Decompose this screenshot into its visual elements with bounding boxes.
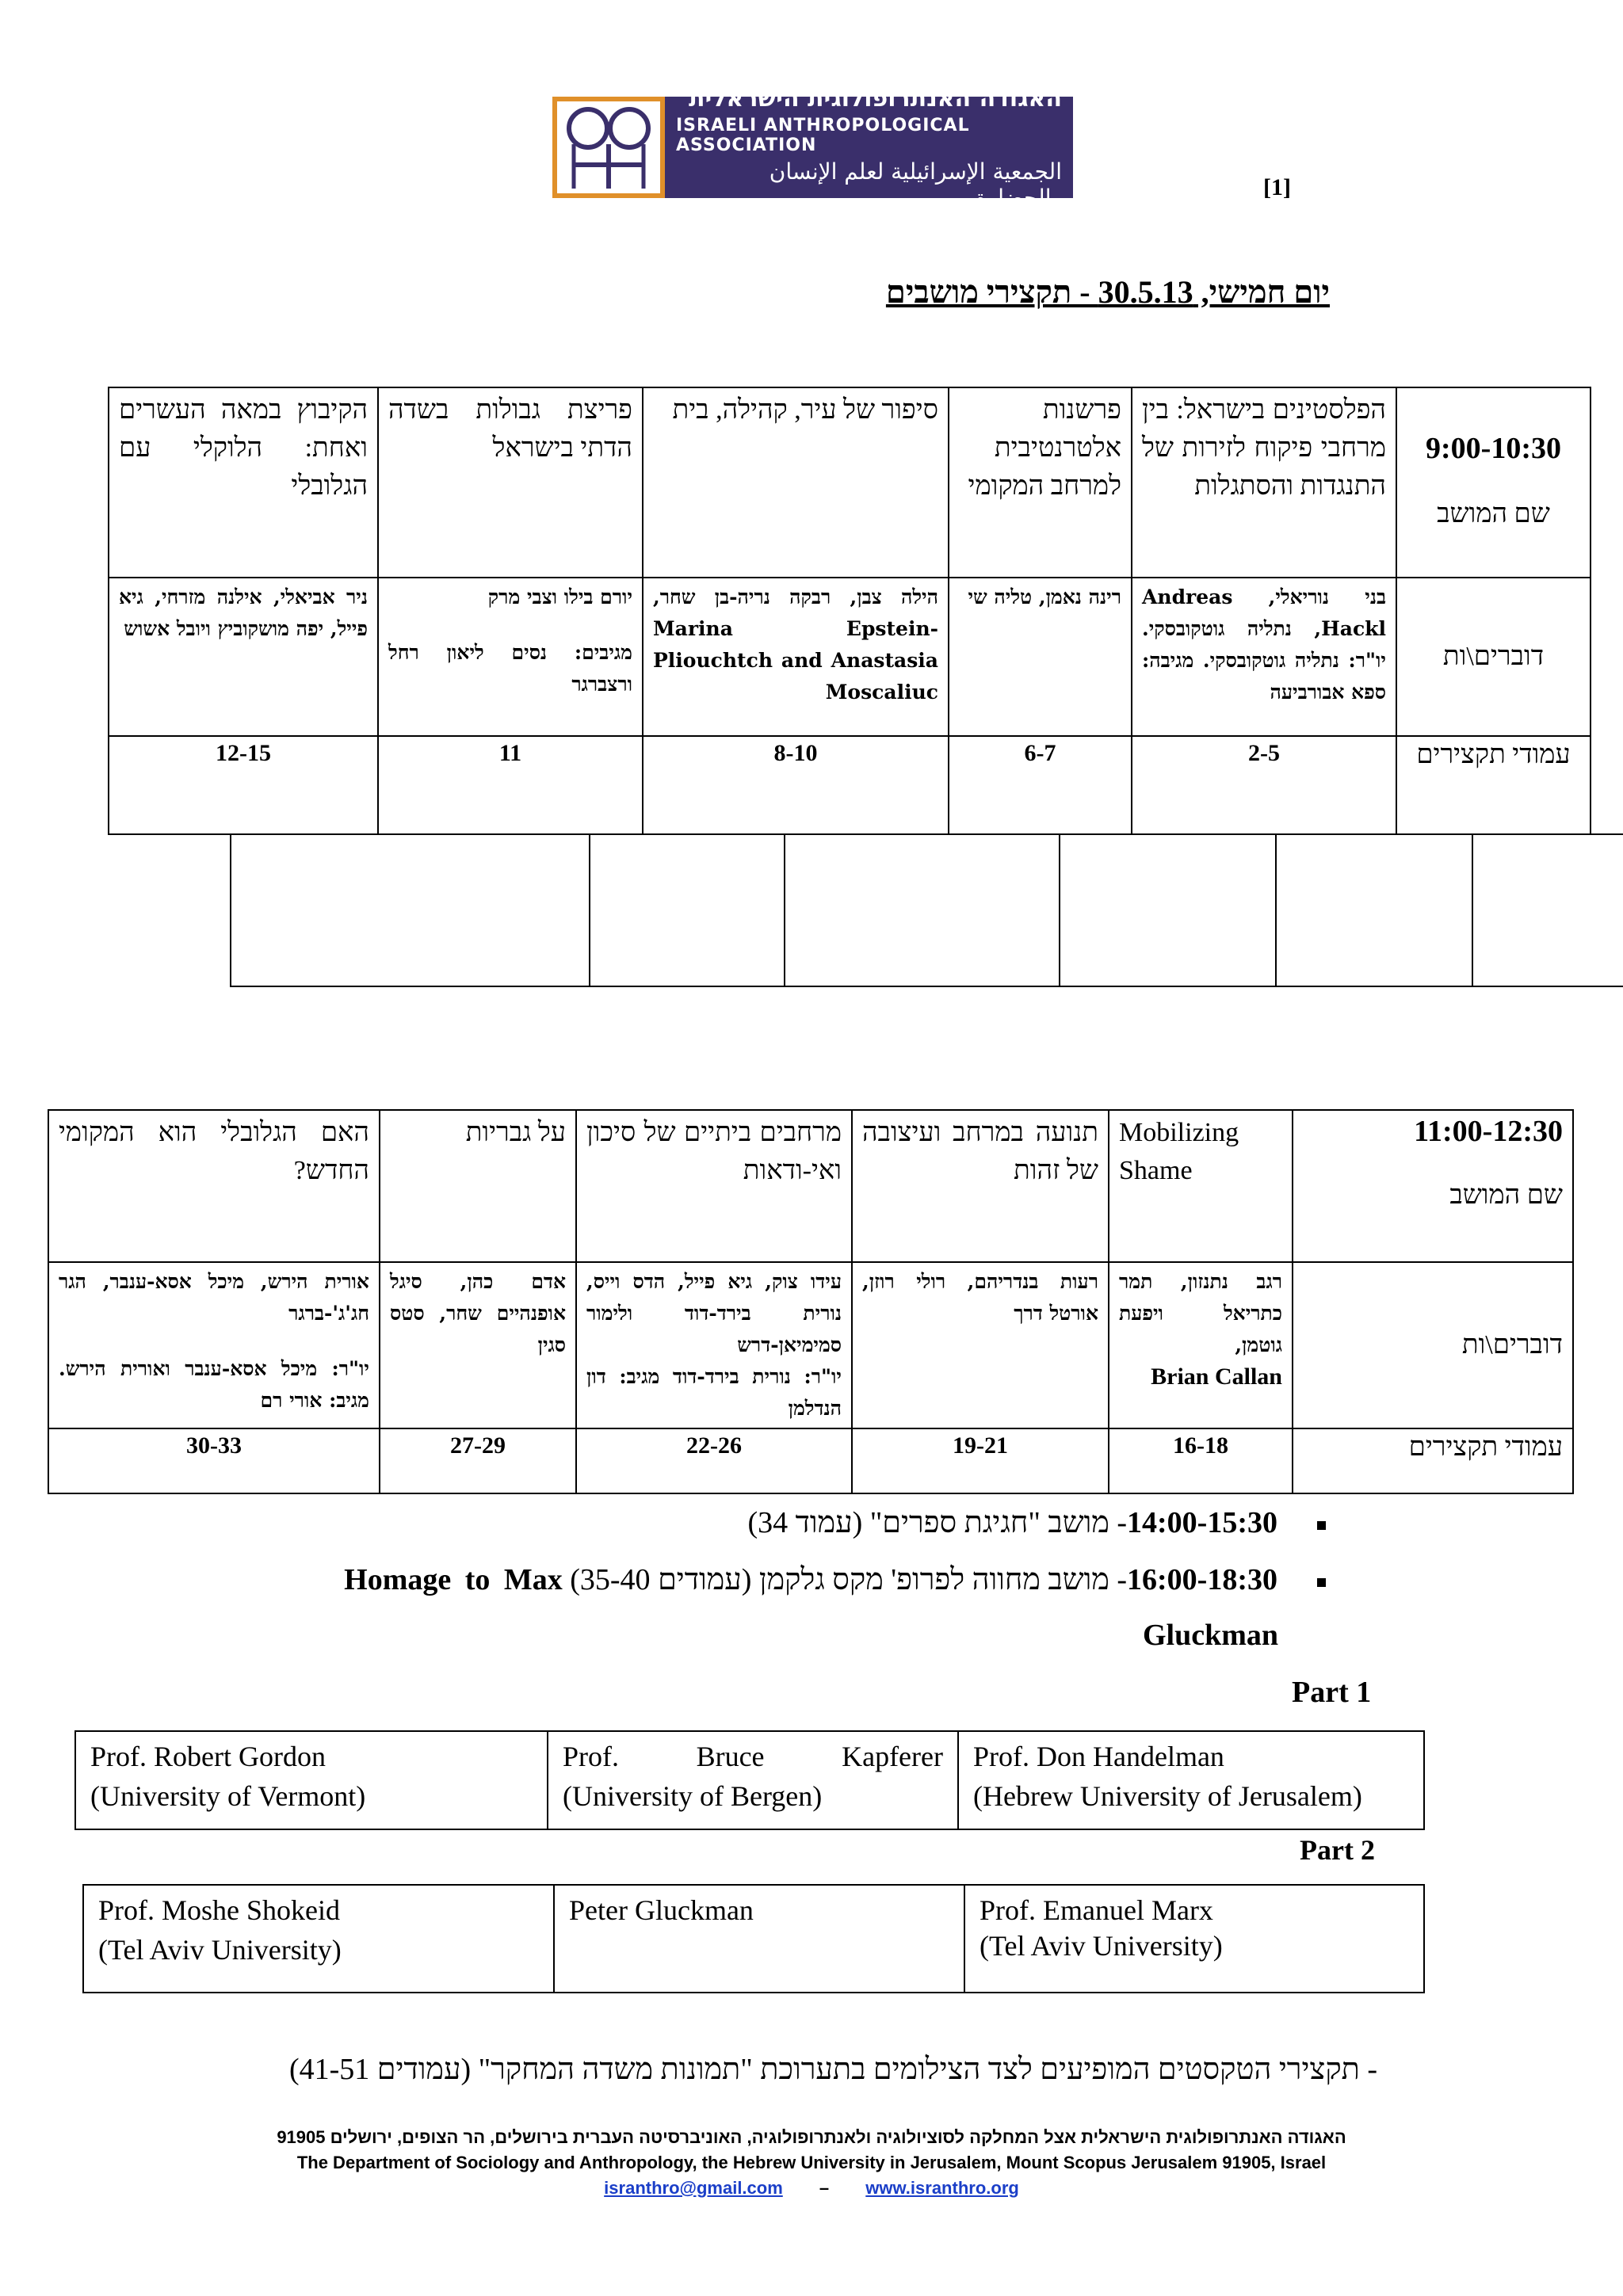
- session-speakers: בני נוריאלי, Andreas Hackl, נתליה גוטקובסקי. יו"ר: נתליה גוטקובסקי. מגיבה: ספא אבורביעה: [1132, 578, 1396, 736]
- pages-label: עמודי תקצירים: [1396, 736, 1591, 834]
- bullet-english-b: Gluckman: [1142, 1619, 1278, 1652]
- session-title: פריצת גבולות בשדה הדתי בישראל: [378, 387, 643, 578]
- panelist-cell: [958, 1731, 1424, 1829]
- panelist-affiliation: (Hebrew University of Jerusalem): [973, 1780, 1362, 1812]
- session-pages: 12-15: [109, 736, 378, 834]
- session-title: סיפור של עיר, קהילה, בית: [643, 387, 949, 578]
- panelist-name: Prof. Bruce Kapferer: [563, 1741, 943, 1772]
- session-speakers: [576, 1262, 852, 1428]
- panelist-name: Prof. Emanuel Marx: [980, 1894, 1213, 1926]
- session-speakers-main: יורם בילו וצבי מרק: [487, 585, 632, 608]
- session-pages: 2-5: [1132, 736, 1396, 834]
- session-speakers-main: רגב נתנזון, תמר כתריאל ויפעת גוטמן,: [1119, 1270, 1282, 1356]
- bullet-english-a: Homage to Max: [344, 1563, 563, 1596]
- session-speakers: [378, 578, 643, 736]
- part2-label: Part 2: [1300, 1834, 1375, 1866]
- session-title: הפלסטינים בישראל: בין מרחבי פיקוח לזירות של התנגדות והסתגלות: [1132, 387, 1396, 578]
- footer-address-english: The Department of Sociology and Anthropology, the Hebrew University in Jerusalem, Mount Scopus Jerusalem 91905, Israel: [296, 2153, 1327, 2172]
- exhibition-note: - תקצירי הטקסטים המופיעים לצד הצילומים בתערוכת "תמונות משדה המחקר" (עמודים 41-51): [288, 2053, 1377, 2086]
- session-pages: 8-10: [643, 736, 949, 834]
- panelist-affiliation: (University of Bergen): [563, 1780, 823, 1812]
- empty-cell: [231, 834, 590, 986]
- empty-cell: [590, 834, 785, 986]
- panelist-affiliation: (Tel Aviv University): [980, 1930, 1223, 1962]
- bullet-text: - מושב "חגיגת ספרים" (עמוד 34): [747, 1506, 1128, 1539]
- session-name-label: שם המושב: [1449, 1180, 1563, 1210]
- session-pages: 30-33: [48, 1428, 380, 1493]
- bullet-text: - מושב מחווה לפרופ' מקס גלקמן (עמודים 35-40): [570, 1563, 1128, 1596]
- logo-emblem-icon: [552, 97, 665, 198]
- session-time: 11:00-12:30: [1414, 1115, 1563, 1148]
- empty-cell: [785, 834, 1060, 986]
- session-time: 9:00-10:30: [1426, 432, 1561, 465]
- session-speakers: רינה נאמן, טליה שי: [949, 578, 1132, 736]
- bullet-item: [747, 1505, 1326, 1540]
- session-speakers: אדם כהן, סיגל אופנהיים שחר, סטס סגין: [380, 1262, 576, 1428]
- session-pages: 19-21: [852, 1428, 1109, 1493]
- part1-label: Part 1: [1292, 1676, 1372, 1709]
- session-title: הקיבוץ במאה העשרים ואחת: הלוקלי עם הגלובלי: [109, 387, 378, 578]
- session-speakers: [48, 1262, 380, 1428]
- speakers-label: דוברים\ות: [1396, 578, 1591, 736]
- panelist-name: Prof. Don Handelman: [973, 1741, 1224, 1772]
- session-pages: 6-7: [949, 736, 1132, 834]
- session-title: האם הגלובלי הוא המקומי החדש?: [48, 1110, 380, 1262]
- session-pages: 11: [378, 736, 643, 834]
- session-pages: 16-18: [1109, 1428, 1293, 1493]
- session-pages: 22-26: [576, 1428, 852, 1493]
- footer-contact: [0, 2176, 1623, 2201]
- bullet-square-icon: [1317, 1521, 1326, 1530]
- bullet-time: 14:00-15:30: [1127, 1506, 1277, 1539]
- panelist-cell: [554, 1885, 964, 1993]
- session-title: פרשנות אלטרנטיבית למרחב המקומי: [949, 387, 1132, 578]
- logo-text-arabic: الجمعية الإسرائيلية لعلم الإنسان والحضارة: [769, 158, 1062, 211]
- session-speakers: הילה צבן, רבקה נריה-בן שחר, Marina Epstein-Pliouchtch and Anastasia Moscaliuc: [643, 578, 949, 736]
- bullet-continuation: [1143, 1618, 1278, 1653]
- panelist-name: Peter Gluckman: [569, 1894, 754, 1926]
- part1-table: [74, 1730, 1425, 1830]
- speakers-label: דוברים\ות: [1293, 1262, 1573, 1428]
- footer-website-link[interactable]: www.isranthro.org: [865, 2178, 1019, 2198]
- session-speakers-main: אורית הירש, מיכל אסא-ענבר, הגר חג'ג'-ברגר: [59, 1270, 369, 1325]
- session-title: על גבריות: [380, 1110, 576, 1262]
- empty-table: [230, 833, 1623, 987]
- session-speakers-english: Brian Callan: [1151, 1363, 1282, 1390]
- empty-cell: [1276, 834, 1472, 986]
- association-logo: [552, 84, 1073, 211]
- session-speakers: ניר אביאלי, אילנה מזרחי, גיא פייל, יפה מושקוביץ ויובל אשוש: [109, 578, 378, 736]
- session-chair: יו"ר: נורית בירד-דוד מגיב: דון הנדלמן: [586, 1365, 842, 1420]
- page-number: [1]: [1263, 174, 1291, 200]
- pages-label: עמודי תקצירים: [1293, 1428, 1573, 1493]
- session-table-morning: [108, 387, 1591, 835]
- empty-cell: [1472, 834, 1623, 986]
- session-time-cell: [1396, 387, 1591, 578]
- panelist-cell: [83, 1885, 554, 1993]
- session-title: תנועה במרחב ועיצובה של זהות: [852, 1110, 1109, 1262]
- footer: [0, 2125, 1623, 2201]
- session-title: מרחבים ביתיים של סיכון ואי-ודאות: [576, 1110, 852, 1262]
- footer-separator: –: [819, 2178, 830, 2198]
- panelist-cell: [75, 1731, 548, 1829]
- part2-table: [82, 1884, 1425, 1993]
- panelist-affiliation: (University of Vermont): [90, 1780, 366, 1812]
- bullet-item: [344, 1562, 1326, 1597]
- session-speakers: [1109, 1262, 1293, 1428]
- panelist-cell: [964, 1885, 1424, 1993]
- panelist-name: Prof. Robert Gordon: [90, 1741, 326, 1772]
- session-name-label: שם המושב: [1437, 499, 1550, 528]
- panelist-affiliation: (Tel Aviv University): [98, 1934, 342, 1966]
- session-table-noon: [48, 1109, 1574, 1494]
- session-speakers: רעות בנדריהם, רולי רוזן, אורטל דרך: [852, 1262, 1109, 1428]
- session-title: Mobilizing Shame: [1109, 1110, 1293, 1262]
- session-speakers-main: עידו צוק, גיא פייל, הדס וייס, נורית בירד-דוד ולימור סמימיאן-דרש: [586, 1270, 842, 1356]
- session-chair: יו"ר: מיכל אסא-ענבר ואורית הירש. מגיב: אורי רם: [59, 1357, 369, 1412]
- page-title: יום חמישי, 30.5.13 - תקצירי מושבים: [885, 274, 1330, 310]
- session-pages: 27-29: [380, 1428, 576, 1493]
- session-respondents: מגיבים: נסים ליאון רחל ורצברגר: [388, 641, 632, 696]
- empty-cell: [1060, 834, 1276, 986]
- panelist-cell: [548, 1731, 958, 1829]
- footer-email-link[interactable]: isranthro@gmail.com: [604, 2178, 783, 2198]
- logo-text-english: ISRAELI ANTHROPOLOGICAL ASSOCIATION: [676, 115, 970, 155]
- bullet-time: 16:00-18:30: [1127, 1563, 1277, 1596]
- footer-address-hebrew: האגודה האנתרופולוגית הישראלית אצל המחלקה לסוציולוגיה ולאנתרופולוגיה, האוניברסיטה העברית בירושלים, הר הצופים, ירושלים 91905: [277, 2127, 1346, 2147]
- session-time-cell: [1293, 1110, 1573, 1262]
- bullet-square-icon: [1317, 1578, 1326, 1587]
- panelist-name: Prof. Moshe Shokeid: [98, 1894, 340, 1926]
- logo-text-hebrew: האגודה האנתרופולוגית הישראלית: [689, 84, 1062, 113]
